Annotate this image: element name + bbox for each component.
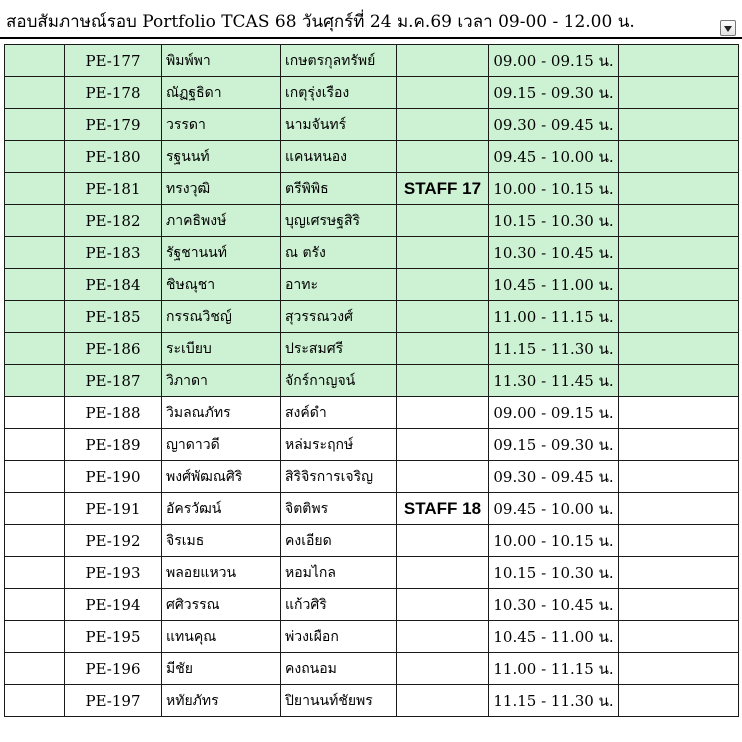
table-row [5, 461, 739, 493]
staff-cell[interactable] [397, 237, 489, 269]
applicant-code-cell[interactable]: PE-179 [65, 109, 162, 141]
first-name-cell[interactable]: ณัฏฐธิดา [162, 77, 281, 109]
last-name-cell[interactable]: นามจันทร์ [281, 109, 397, 141]
time-slot-cell[interactable]: 10.00 - 10.15 น. [489, 525, 619, 557]
applicant-code-cell[interactable]: PE-192 [65, 525, 162, 557]
staff-cell[interactable] [397, 429, 489, 461]
staff-cell[interactable] [397, 45, 489, 77]
row-empty-cell[interactable] [619, 77, 739, 109]
applicant-code-cell[interactable]: PE-194 [65, 589, 162, 621]
time-slot-cell[interactable]: 09.30 - 09.45 น. [489, 109, 619, 141]
row-blank-cell[interactable] [5, 141, 65, 173]
time-slot-cell[interactable]: 09.00 - 09.15 น. [489, 45, 619, 77]
applicant-code-cell[interactable]: PE-190 [65, 461, 162, 493]
applicant-code-cell[interactable]: PE-181 [65, 173, 162, 205]
row-empty-cell[interactable] [619, 237, 739, 269]
table-row [5, 621, 739, 653]
last-name-cell[interactable]: เกษตรกุลทรัพย์ [281, 45, 397, 77]
staff-cell[interactable] [397, 621, 489, 653]
time-slot-cell[interactable]: 11.15 - 11.30 น. [489, 685, 619, 717]
time-slot-cell[interactable]: 10.45 - 11.00 น. [489, 269, 619, 301]
table-row [5, 173, 739, 205]
staff-cell[interactable] [397, 77, 489, 109]
row-blank-cell[interactable] [5, 621, 65, 653]
staff-cell[interactable] [397, 653, 489, 685]
first-name-cell[interactable]: ภาคธิพงษ์ [162, 205, 281, 237]
staff-cell[interactable] [397, 333, 489, 365]
row-blank-cell[interactable] [5, 589, 65, 621]
first-name-cell[interactable]: หทัยภัทร [162, 685, 281, 717]
page-title: สอบสัมภาษณ์รอบ Portfolio TCAS 68 วันศุกร์ที่ 24 ม.ค.69 เวลา 09-00 - 12.00 น. [6, 12, 635, 32]
applicant-code-cell[interactable]: PE-183 [65, 237, 162, 269]
time-slot-cell[interactable]: 10.45 - 11.00 น. [489, 621, 619, 653]
schedule-table [4, 44, 739, 717]
staff-cell[interactable] [397, 589, 489, 621]
last-name-cell[interactable]: ณ ตรัง [281, 237, 397, 269]
applicant-code-cell[interactable]: PE-177 [65, 45, 162, 77]
staff-cell[interactable] [397, 685, 489, 717]
last-name-cell[interactable]: หอมไกล [281, 557, 397, 589]
first-name-cell[interactable]: อัครวัฒน์ [162, 493, 281, 525]
last-name-cell[interactable]: คงถนอม [281, 653, 397, 685]
row-blank-cell[interactable] [5, 557, 65, 589]
applicant-code-cell[interactable]: PE-191 [65, 493, 162, 525]
time-slot-cell[interactable]: 11.00 - 11.15 น. [489, 653, 619, 685]
row-empty-cell[interactable] [619, 429, 739, 461]
table-row [5, 557, 739, 589]
last-name-cell[interactable]: พ่วงเผือก [281, 621, 397, 653]
applicant-code-cell[interactable]: PE-187 [65, 365, 162, 397]
time-slot-cell[interactable]: 09.45 - 10.00 น. [489, 141, 619, 173]
first-name-cell[interactable]: พงศ์พัฒณศิริ [162, 461, 281, 493]
last-name-cell[interactable]: ประสมศรี [281, 333, 397, 365]
first-name-cell[interactable]: พิมพ์พา [162, 45, 281, 77]
table-row [5, 77, 739, 109]
row-empty-cell[interactable] [619, 141, 739, 173]
table-row [5, 237, 739, 269]
row-empty-cell[interactable] [619, 173, 739, 205]
last-name-cell[interactable]: แคนหนอง [281, 141, 397, 173]
sheet-header [0, 0, 742, 39]
staff-cell[interactable] [397, 557, 489, 589]
row-blank-cell[interactable] [5, 109, 65, 141]
first-name-cell[interactable]: จิรเมธ [162, 525, 281, 557]
time-slot-cell[interactable]: 10.30 - 10.45 น. [489, 237, 619, 269]
row-blank-cell[interactable] [5, 77, 65, 109]
first-name-cell[interactable]: กรรณวิชญ์ [162, 301, 281, 333]
row-empty-cell[interactable] [619, 525, 739, 557]
time-slot-cell[interactable]: 09.45 - 10.00 น. [489, 493, 619, 525]
first-name-cell[interactable]: ศศิวรรณ [162, 589, 281, 621]
row-blank-cell[interactable] [5, 301, 65, 333]
time-slot-cell[interactable]: 09.00 - 09.15 น. [489, 397, 619, 429]
row-empty-cell[interactable] [619, 653, 739, 685]
first-name-cell[interactable]: ทรงวุฒิ [162, 173, 281, 205]
row-blank-cell[interactable] [5, 45, 65, 77]
row-blank-cell[interactable] [5, 429, 65, 461]
first-name-cell[interactable]: ญาดาวดี [162, 429, 281, 461]
row-empty-cell[interactable] [619, 397, 739, 429]
staff-cell[interactable] [397, 301, 489, 333]
first-name-cell[interactable]: รฐนนท์ [162, 141, 281, 173]
row-empty-cell[interactable] [619, 269, 739, 301]
staff-cell[interactable] [397, 109, 489, 141]
table-row [5, 525, 739, 557]
applicant-code-cell[interactable]: PE-186 [65, 333, 162, 365]
row-empty-cell[interactable] [619, 333, 739, 365]
last-name-cell[interactable]: ตรีพิพิธ [281, 173, 397, 205]
staff-cell[interactable]: STAFF 17 [397, 173, 489, 205]
time-slot-cell[interactable]: 10.30 - 10.45 น. [489, 589, 619, 621]
row-blank-cell[interactable] [5, 653, 65, 685]
table-row [5, 493, 739, 525]
applicant-code-cell[interactable]: PE-197 [65, 685, 162, 717]
row-blank-cell[interactable] [5, 461, 65, 493]
time-slot-cell[interactable]: 09.15 - 09.30 น. [489, 77, 619, 109]
row-empty-cell[interactable] [619, 461, 739, 493]
table-row [5, 365, 739, 397]
last-name-cell[interactable]: คงเอียด [281, 525, 397, 557]
row-blank-cell[interactable] [5, 333, 65, 365]
table-row [5, 685, 739, 717]
row-empty-cell[interactable] [619, 109, 739, 141]
last-name-cell[interactable]: จิตติพร [281, 493, 397, 525]
row-blank-cell[interactable] [5, 269, 65, 301]
table-row [5, 109, 739, 141]
time-slot-cell[interactable]: 10.15 - 10.30 น. [489, 557, 619, 589]
table-row [5, 205, 739, 237]
staff-cell[interactable] [397, 461, 489, 493]
row-empty-cell[interactable] [619, 621, 739, 653]
staff-cell[interactable] [397, 397, 489, 429]
filter-dropdown-icon[interactable] [720, 20, 736, 36]
row-blank-cell[interactable] [5, 397, 65, 429]
table-row [5, 429, 739, 461]
row-blank-cell[interactable] [5, 525, 65, 557]
staff-cell[interactable] [397, 205, 489, 237]
row-empty-cell[interactable] [619, 45, 739, 77]
staff-cell[interactable] [397, 525, 489, 557]
table-row [5, 653, 739, 685]
table-row [5, 269, 739, 301]
first-name-cell[interactable]: วิมลณภัทร [162, 397, 281, 429]
last-name-cell[interactable]: สิริจิรการเจริญ [281, 461, 397, 493]
applicant-code-cell[interactable]: PE-193 [65, 557, 162, 589]
last-name-cell[interactable]: แก้วศิริ [281, 589, 397, 621]
row-empty-cell[interactable] [619, 365, 739, 397]
table-row [5, 589, 739, 621]
row-empty-cell[interactable] [619, 493, 739, 525]
applicant-code-cell[interactable]: PE-178 [65, 77, 162, 109]
table-row [5, 397, 739, 429]
applicant-code-cell[interactable]: PE-188 [65, 397, 162, 429]
last-name-cell[interactable]: หล่มระฤกษ์ [281, 429, 397, 461]
last-name-cell[interactable]: บุญเศรษฐสิริ [281, 205, 397, 237]
table-row [5, 45, 739, 77]
applicant-code-cell[interactable]: PE-189 [65, 429, 162, 461]
applicant-code-cell[interactable]: PE-195 [65, 621, 162, 653]
row-empty-cell[interactable] [619, 589, 739, 621]
time-slot-cell[interactable]: 11.15 - 11.30 น. [489, 333, 619, 365]
staff-cell[interactable]: STAFF 18 [397, 493, 489, 525]
first-name-cell[interactable]: วรรดา [162, 109, 281, 141]
time-slot-cell[interactable]: 11.00 - 11.15 น. [489, 301, 619, 333]
applicant-code-cell[interactable]: PE-180 [65, 141, 162, 173]
staff-cell[interactable] [397, 141, 489, 173]
first-name-cell[interactable]: พลอยแหวน [162, 557, 281, 589]
last-name-cell[interactable]: ปิยานนท์ชัยพร [281, 685, 397, 717]
applicant-code-cell[interactable]: PE-196 [65, 653, 162, 685]
time-slot-cell[interactable]: 09.30 - 09.45 น. [489, 461, 619, 493]
time-slot-cell[interactable]: 10.15 - 10.30 น. [489, 205, 619, 237]
row-blank-cell[interactable] [5, 685, 65, 717]
last-name-cell[interactable]: จักร์กาญจน์ [281, 365, 397, 397]
last-name-cell[interactable]: เกตุรุ่งเรือง [281, 77, 397, 109]
staff-cell[interactable] [397, 269, 489, 301]
last-name-cell[interactable]: สุวรรณวงศ์ [281, 301, 397, 333]
staff-cell[interactable] [397, 365, 489, 397]
time-slot-cell[interactable]: 10.00 - 10.15 น. [489, 173, 619, 205]
table-row [5, 301, 739, 333]
row-empty-cell[interactable] [619, 557, 739, 589]
last-name-cell[interactable]: อาทะ [281, 269, 397, 301]
applicant-code-cell[interactable]: PE-185 [65, 301, 162, 333]
row-blank-cell[interactable] [5, 173, 65, 205]
first-name-cell[interactable]: แทนคุณ [162, 621, 281, 653]
first-name-cell[interactable]: วิภาดา [162, 365, 281, 397]
first-name-cell[interactable]: รัฐชานนท์ [162, 237, 281, 269]
row-empty-cell[interactable] [619, 205, 739, 237]
row-blank-cell[interactable] [5, 365, 65, 397]
table-row [5, 141, 739, 173]
last-name-cell[interactable]: สงค์ดำ [281, 397, 397, 429]
row-empty-cell[interactable] [619, 301, 739, 333]
row-blank-cell[interactable] [5, 493, 65, 525]
first-name-cell[interactable]: มีชัย [162, 653, 281, 685]
applicant-code-cell[interactable]: PE-184 [65, 269, 162, 301]
time-slot-cell[interactable]: 11.30 - 11.45 น. [489, 365, 619, 397]
row-blank-cell[interactable] [5, 237, 65, 269]
applicant-code-cell[interactable]: PE-182 [65, 205, 162, 237]
row-empty-cell[interactable] [619, 685, 739, 717]
table-row [5, 333, 739, 365]
time-slot-cell[interactable]: 09.15 - 09.30 น. [489, 429, 619, 461]
schedule-rows [5, 45, 739, 717]
first-name-cell[interactable]: ชิษณุชา [162, 269, 281, 301]
first-name-cell[interactable]: ระเบียบ [162, 333, 281, 365]
row-blank-cell[interactable] [5, 205, 65, 237]
